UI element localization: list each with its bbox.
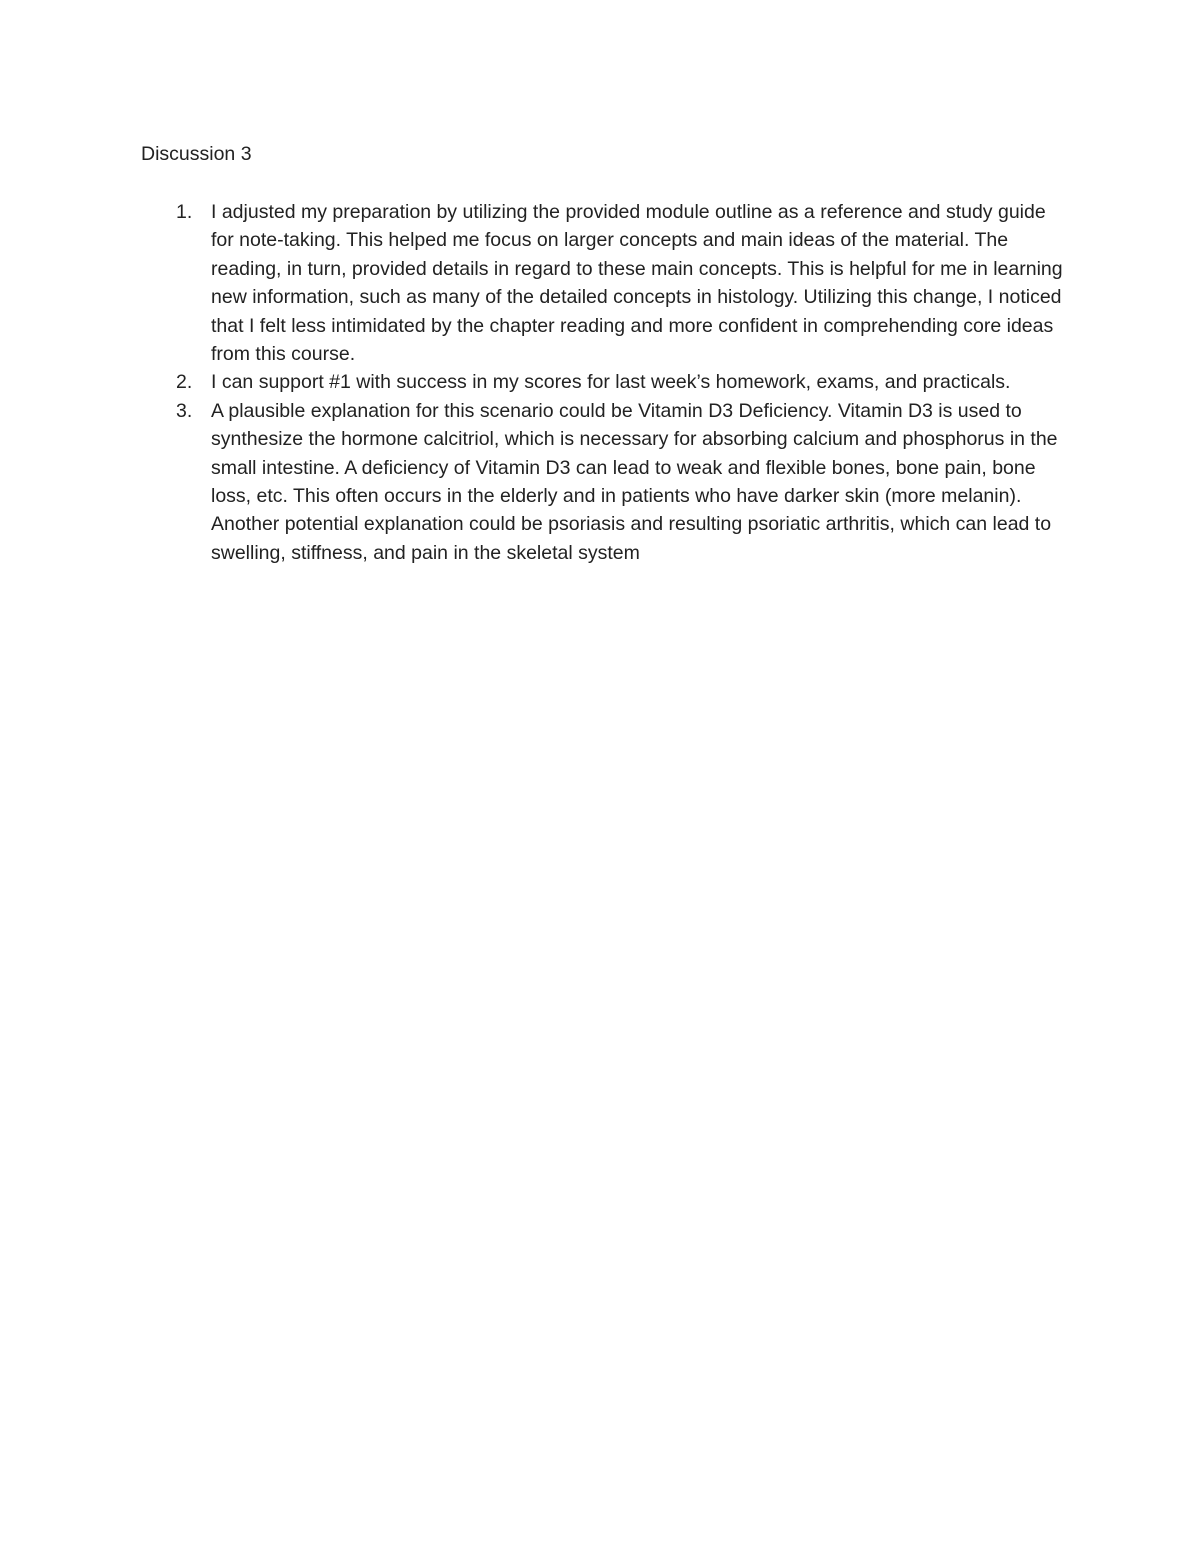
list-item: [0, 368, 1071, 396]
list-item-number: 2.: [176, 371, 193, 394]
list-item-text: I adjusted my preparation by utilizing the provided module outline as a reference and study guide for note-taking. This helped me focus on larger concepts and main ideas of the material. The reading, in turn, provided details in regard to these main concepts. This is helpful for me in learning new information, such as many of the detailed concepts in histology. Utilizing this change, I noticed that I felt less intimidated by the chapter reading and more confident in comprehending core ideas from this course.: [211, 201, 1063, 366]
document-title: Discussion 3: [141, 143, 252, 165]
list-item-number: 1.: [176, 201, 193, 223]
list-item-text: A plausible explanation for this scenario could be Vitamin D3 Deficiency. Vitamin D3 is used to synthesize the hormone calcitriol, which is necessary for absorbing calcium and phosphorus in the small intestine. A deficiency of Vitamin D3 can lead to weak and flexible bones, bone pain, bone loss, etc. This often occurs in the elderly and in patients who have darker skin (more melanin). Another potential explanation could be psoriasis and resulting psoriatic arthritis, which can lead to swelling, stiffness, and pain in the skeletal system: [211, 399, 1058, 564]
list-item-text: I can support #1 with success in my scores for last week’s homework, exams, and practicals.: [211, 371, 1011, 394]
list-item: [0, 397, 1071, 567]
numbered-list: [0, 198, 1200, 567]
list-item-number: 3.: [176, 399, 193, 422]
list-item: [0, 198, 1071, 368]
